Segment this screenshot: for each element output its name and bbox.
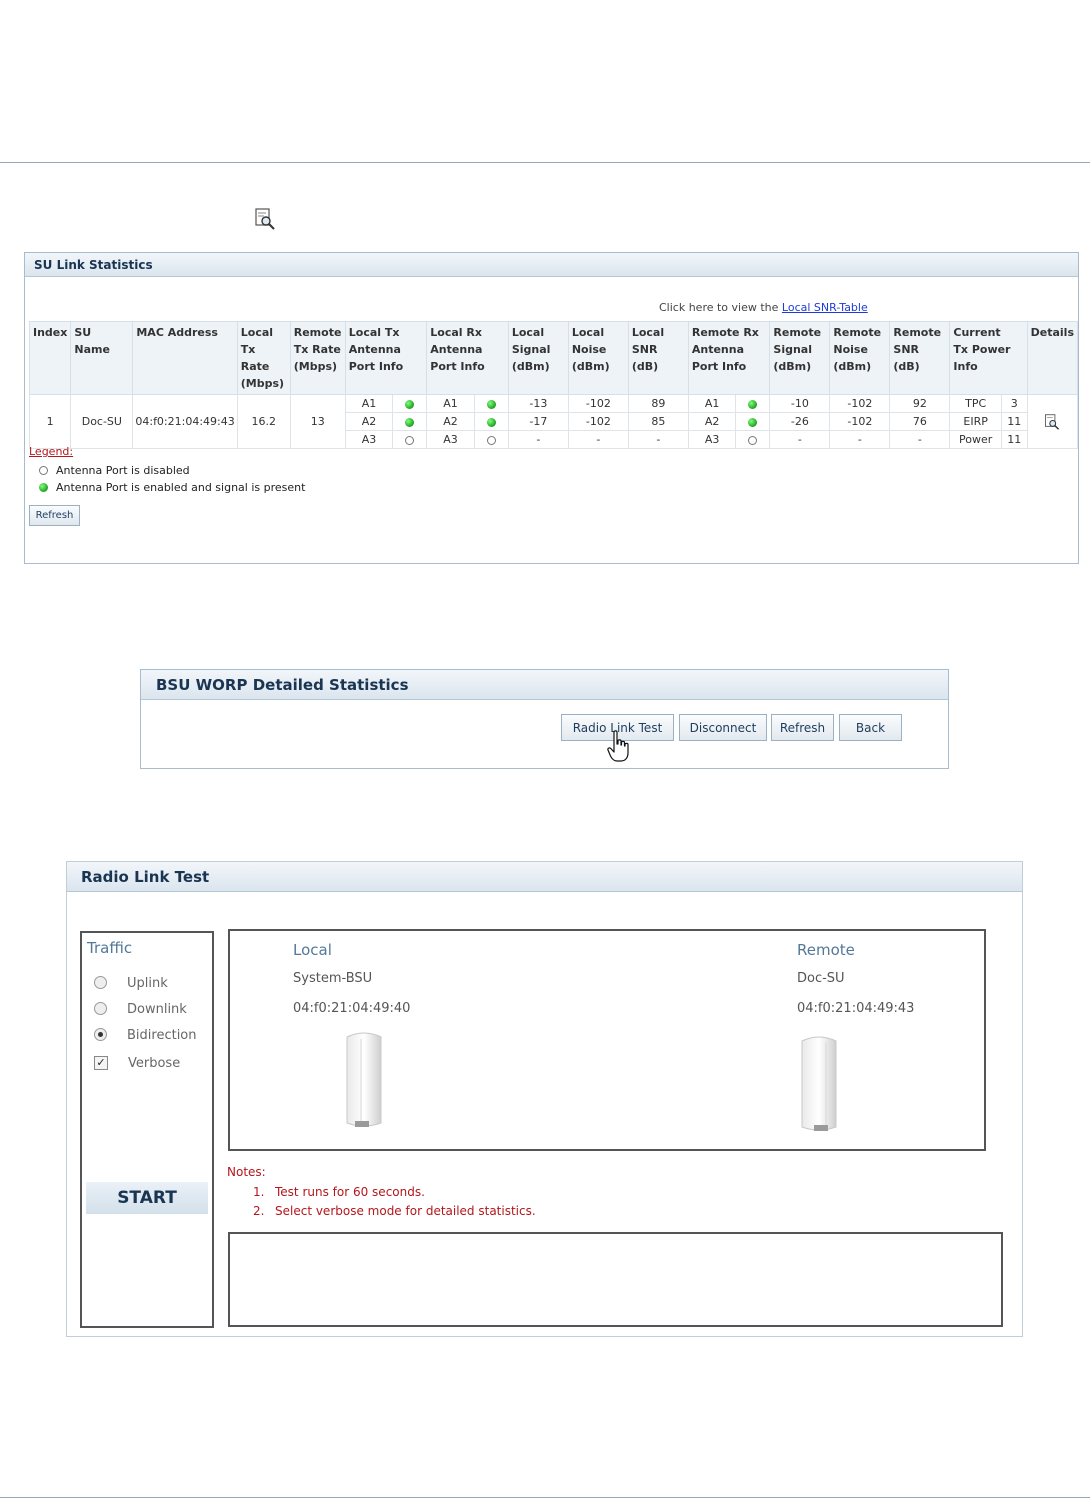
refresh-button[interactable]: Refresh (29, 505, 80, 526)
cell-power-value: 11 (1001, 413, 1027, 431)
refresh-button[interactable]: Refresh (771, 714, 834, 741)
cell-local-tx-status (393, 431, 427, 449)
cell-local-signal: -17 (508, 413, 568, 431)
cell-remote-snr: 76 (890, 413, 950, 431)
cell-remote-noise: -102 (830, 413, 890, 431)
header-local-snr: Local SNR (dB) (628, 322, 688, 395)
cell-remote-snr: 92 (890, 395, 950, 413)
port-enabled-icon (405, 400, 414, 409)
cell-power-label: EIRP (950, 413, 1002, 431)
local-label: Local (293, 941, 332, 959)
panel-title: BSU WORP Detailed Statistics (141, 670, 948, 700)
verbose-checkbox[interactable]: ✓ (94, 1056, 108, 1070)
port-disabled-icon (487, 436, 496, 445)
back-button[interactable]: Back (839, 714, 902, 741)
cell-local-tx-status (393, 413, 427, 431)
cell-local-noise: - (568, 431, 628, 449)
header-index: Index (30, 322, 71, 395)
bidirection-option[interactable]: Bidirection (94, 1028, 197, 1043)
header-current-tx-power: Current Tx Power Info (950, 322, 1027, 395)
cell-power-value: 3 (1001, 395, 1027, 413)
su-link-statistics-table (29, 321, 1078, 449)
note-item: 1. Test runs for 60 seconds. (253, 1185, 425, 1199)
header-remote-rx-antenna: Remote Rx Antenna Port Info (688, 322, 770, 395)
cell-remote-signal: - (770, 431, 830, 449)
cell-power-label: TPC (950, 395, 1002, 413)
cell-local-snr: 89 (628, 395, 688, 413)
panel-title: Radio Link Test (67, 862, 1022, 892)
port-disabled-icon (748, 436, 757, 445)
table-row (30, 395, 1078, 413)
header-remote-signal: Remote Signal (dBm) (770, 322, 830, 395)
traffic-options-box (80, 931, 214, 1328)
local-radio-device-icon (341, 1029, 387, 1131)
header-local-noise: Local Noise (dBm) (568, 322, 628, 395)
test-output-box (228, 1232, 1003, 1327)
downlink-option[interactable]: Downlink (94, 1002, 187, 1017)
legend-title: Legend: (29, 445, 74, 458)
cell-local-tx-rate: 16.2 (237, 395, 290, 449)
cell-remote-noise: - (830, 431, 890, 449)
cell-local-snr: - (628, 431, 688, 449)
top-divider (0, 162, 1090, 163)
legend-disabled: Antenna Port is disabled (39, 464, 190, 477)
port-enabled-icon (39, 483, 48, 492)
cell-remote-signal: -10 (770, 395, 830, 413)
cell-details (1027, 395, 1077, 449)
cell-remote-rx-port: A3 (688, 431, 736, 449)
header-mac-address: MAC Address (133, 322, 237, 395)
local-name: System-BSU (293, 971, 373, 986)
cell-local-noise: -102 (568, 413, 628, 431)
remote-label: Remote (797, 941, 855, 959)
cell-remote-rx-status (736, 431, 770, 449)
header-local-tx-rate: Local Tx Rate (Mbps) (237, 322, 290, 395)
cell-local-tx-port: A3 (345, 431, 393, 449)
cell-power-label: Power (950, 431, 1002, 449)
local-snr-table-link[interactable]: Local SNR-Table (781, 301, 868, 314)
verbose-option[interactable]: ✓ Verbose (94, 1056, 180, 1071)
header-remote-snr: Remote SNR (dB) (890, 322, 950, 395)
details-view-icon[interactable] (254, 208, 276, 230)
radio-link-test-panel (66, 861, 1023, 1337)
port-enabled-icon (748, 400, 757, 409)
cell-remote-rx-port: A2 (688, 413, 736, 431)
header-details: Details (1027, 322, 1077, 395)
header-local-rx-antenna: Local Rx Antenna Port Info (427, 322, 509, 395)
start-button[interactable]: START (86, 1182, 208, 1214)
cell-local-tx-status (393, 395, 427, 413)
cell-remote-noise: -102 (830, 395, 890, 413)
cell-remote-rx-status (736, 395, 770, 413)
cell-local-snr: 85 (628, 413, 688, 431)
link-endpoints-box (228, 929, 986, 1151)
header-remote-tx-rate: Remote Tx Rate (Mbps) (290, 322, 345, 395)
bsu-worp-detailed-statistics-panel (140, 669, 949, 769)
port-disabled-icon (39, 466, 48, 475)
cell-remote-snr: - (890, 431, 950, 449)
cell-remote-signal: -26 (770, 413, 830, 431)
cell-local-rx-port: A1 (427, 395, 475, 413)
cell-local-tx-port: A2 (345, 413, 393, 431)
uplink-option[interactable]: Uplink (94, 976, 168, 991)
remote-name: Doc-SU (797, 971, 845, 986)
header-su-name: SU Name (71, 322, 133, 395)
cell-local-signal: - (508, 431, 568, 449)
cell-index: 1 (30, 395, 71, 449)
port-disabled-icon (405, 436, 414, 445)
port-enabled-icon (405, 418, 414, 427)
port-enabled-icon (748, 418, 757, 427)
uplink-radio[interactable] (94, 976, 107, 989)
header-remote-noise: Remote Noise (dBm) (830, 322, 890, 395)
table-header-row (30, 322, 1078, 395)
traffic-title: Traffic (87, 939, 133, 957)
bidirection-radio[interactable] (94, 1028, 107, 1041)
su-link-statistics-panel (24, 252, 1079, 564)
cell-local-rx-status (474, 413, 508, 431)
cell-local-signal: -13 (508, 395, 568, 413)
header-local-tx-antenna: Local Tx Antenna Port Info (345, 322, 427, 395)
cell-remote-rx-port: A1 (688, 395, 736, 413)
downlink-radio[interactable] (94, 1002, 107, 1015)
cell-remote-tx-rate: 13 (290, 395, 345, 449)
cell-local-tx-port: A1 (345, 395, 393, 413)
cell-remote-rx-status (736, 413, 770, 431)
local-mac: 04:f0:21:04:49:40 (293, 1001, 411, 1016)
port-enabled-icon (487, 418, 496, 427)
snr-table-prompt: Click here to view the Local SNR-Table (659, 301, 868, 314)
cell-local-noise: -102 (568, 395, 628, 413)
remote-radio-device-icon (796, 1033, 842, 1135)
panel-title: SU Link Statistics (25, 253, 1078, 277)
cell-su-name: Doc-SU (71, 395, 133, 449)
notes-title: Notes: (227, 1165, 266, 1179)
radio-link-test-button[interactable]: Radio Link Test (561, 714, 674, 741)
remote-mac: 04:f0:21:04:49:43 (797, 1001, 915, 1016)
port-enabled-icon (487, 400, 496, 409)
cell-local-rx-port: A3 (427, 431, 475, 449)
header-local-signal: Local Signal (dBm) (508, 322, 568, 395)
cell-mac-address: 04:f0:21:04:49:43 (133, 395, 237, 449)
cell-local-rx-status (474, 431, 508, 449)
bottom-divider (0, 1497, 1090, 1498)
legend-enabled: Antenna Port is enabled and signal is present (39, 481, 305, 494)
hand-pointer-icon (607, 730, 629, 766)
disconnect-button[interactable]: Disconnect (679, 714, 767, 741)
cell-power-value: 11 (1001, 431, 1027, 449)
cell-local-rx-status (474, 395, 508, 413)
cell-local-rx-port: A2 (427, 413, 475, 431)
details-view-icon[interactable] (1044, 414, 1060, 430)
note-item: 2. Select verbose mode for detailed statistics. (253, 1204, 536, 1218)
